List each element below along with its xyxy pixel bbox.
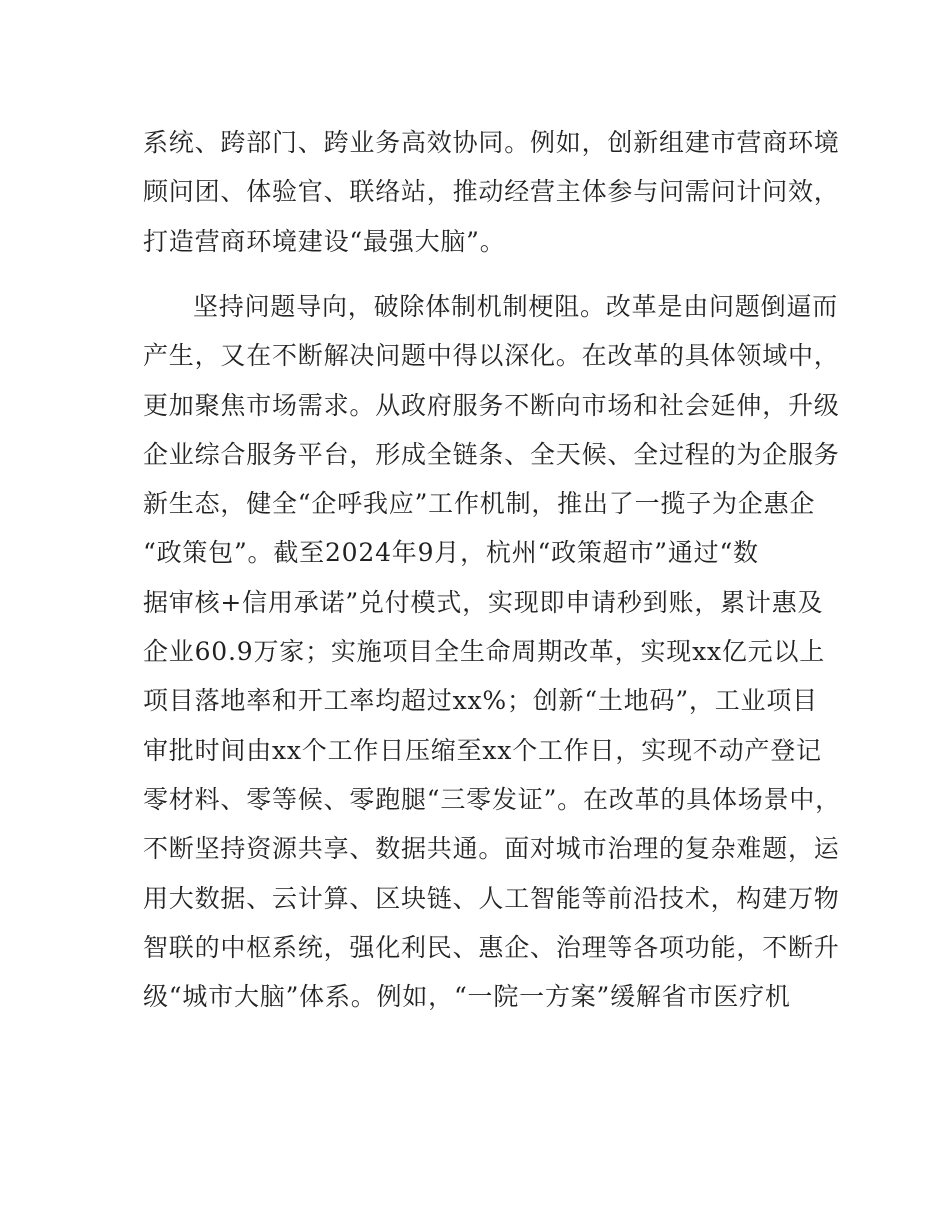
text-line: 企业60.9万家；实施项目全生命周期改革，实现xx亿元以上 [143,637,826,667]
text-line: 顾问团、体验官、联络站，推动经营主体参与问需问计问效， [143,177,840,207]
text-line: 用大数据、云计算、区块链、人工智能等前沿技术，构建万物 [143,883,840,913]
text-line: 不断坚持资源共享、数据共通。面对城市治理的复杂难题，运 [143,834,840,864]
text-line: 打造营商环境建设“最强大脑”。 [143,226,506,256]
text-line: “政策包”。截至2024年9月，杭州“政策超市”通过“数 [143,538,759,568]
text-line: 系统、跨部门、跨业务高效协同。例如，创新组建市营商环境 [143,128,840,157]
text-line: 智联的中枢系统，强化利民、惠企、治理等各项功能，不断升 [143,932,840,962]
text-line: 审批时间由xx个工作日压缩至xx个工作日，实现不动产登记 [143,735,822,765]
text-line: 更加聚焦市场需求。从政府服务不断向市场和社会延伸，升级 [143,390,840,420]
text-line: 项目落地率和开工率均超过xx%；创新“土地码”，工业项目 [143,686,818,716]
text-line: 新生态，健全“企呼我应”工作机制，推出了一揽子为企惠企 [143,489,816,519]
paragraph-1 [143,118,840,266]
text-line: 级“城市大脑”体系。例如，“一院一方案”缓解省市医疗机 [143,982,791,1012]
text-line: 产生，又在不断解决问题中得以深化。在改革的具体领域中， [143,341,840,371]
text-line: 据审核+信用承诺”兑付模式，实现即申请秒到账，累计惠及 [143,587,824,617]
paragraph-2 [143,282,841,1021]
text-line: 零材料、零等候、零跑腿“三零发证”。在改革的具体场景中， [143,784,841,814]
text-line: 企业综合服务平台，形成全链条、全天候、全过程的为企服务 [143,439,840,469]
text-line: 坚持问题导向，破除体制机制梗阻。改革是由问题倒逼而 [193,292,839,321]
